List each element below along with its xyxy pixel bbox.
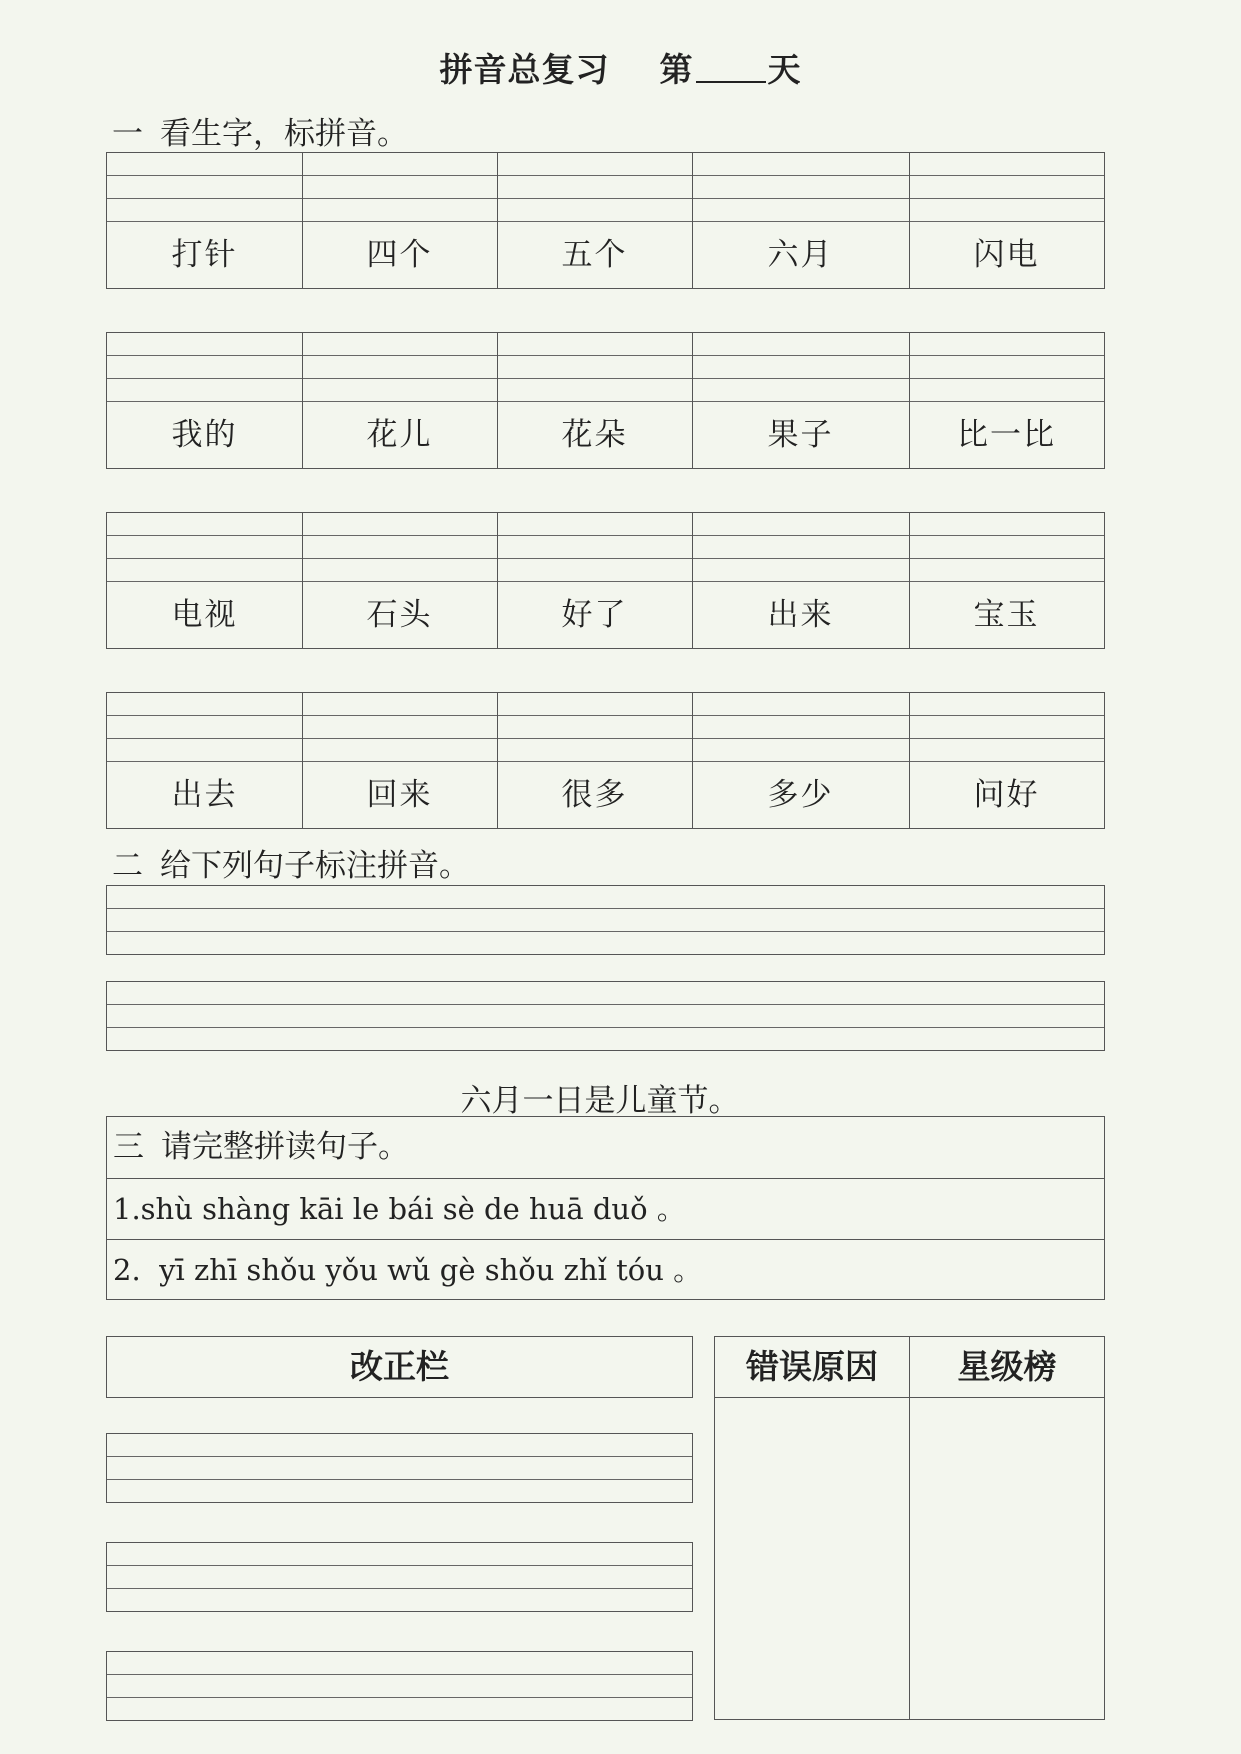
word-cell: 出来 <box>767 597 834 633</box>
pinyin-writing-lines-2[interactable] <box>106 981 1105 1051</box>
star-rating-cell[interactable] <box>911 1399 1104 1719</box>
word-cell: 我的 <box>171 417 238 453</box>
section3-number: 三 <box>113 1129 144 1165</box>
section3-line-2: 2. yī zhī shǒu yǒu wǔ gè shǒu zhǐ tóu 。 <box>107 1239 1104 1301</box>
section2-sentence: 六月一日是儿童节。 <box>460 1083 740 1119</box>
correction-header: 改正栏 <box>106 1336 693 1398</box>
word-cell: 闪电 <box>973 237 1040 273</box>
word-cell: 四个 <box>366 237 433 273</box>
pinyin-answer-cell[interactable] <box>304 693 495 759</box>
word-cell: 宝玉 <box>973 597 1040 633</box>
pinyin-answer-cell[interactable] <box>694 513 907 579</box>
word-cell: 多少 <box>767 777 834 813</box>
pinyin-answer-cell[interactable] <box>911 513 1102 579</box>
title-main: 拼音总复习 <box>439 50 610 89</box>
pinyin-grid-4 <box>106 692 1105 829</box>
pinyin-answer-cell[interactable] <box>304 513 495 579</box>
word-cell: 比一比 <box>957 417 1056 453</box>
pinyin-answer-cell[interactable] <box>499 153 690 219</box>
error-reason-cell[interactable] <box>715 1399 908 1719</box>
word-cell: 打针 <box>171 237 238 273</box>
correction-lines-2[interactable] <box>106 1542 693 1612</box>
word-cell: 六月 <box>767 237 834 273</box>
pinyin-grid-1 <box>106 152 1105 289</box>
section2-heading-text: 给下列句子标注拼音。 <box>160 848 470 884</box>
error-reason-header: 错误原因 <box>746 1347 878 1386</box>
pinyin-answer-cell[interactable] <box>694 153 907 219</box>
pinyin-answer-cell[interactable] <box>911 333 1102 399</box>
section1-heading <box>112 108 408 153</box>
section1-heading-text: 看生字，标拼音。 <box>160 116 408 152</box>
page-title <box>0 44 1241 91</box>
word-cell: 出去 <box>171 777 238 813</box>
section1-number: 一 <box>112 116 143 152</box>
word-cell: 花儿 <box>366 417 433 453</box>
star-rating-header: 星级榜 <box>957 1347 1057 1386</box>
pinyin-answer-cell[interactable] <box>109 513 300 579</box>
pinyin-grid-2 <box>106 332 1105 469</box>
word-cell: 好了 <box>561 597 628 633</box>
title-day-suffix: 天 <box>767 50 802 89</box>
section3-line-1: 1.shù shàng kāi le bái sè de huā duǒ 。 <box>107 1178 1104 1240</box>
section2-number: 二 <box>112 848 143 884</box>
pinyin-answer-cell[interactable] <box>109 153 300 219</box>
pinyin-answer-cell[interactable] <box>694 693 907 759</box>
section3-heading <box>107 1117 1104 1178</box>
pinyin-answer-cell[interactable] <box>499 513 690 579</box>
section2-heading <box>112 840 470 885</box>
correction-lines-1[interactable] <box>106 1433 693 1503</box>
section3-heading-text: 请完整拼读句子。 <box>161 1129 409 1165</box>
word-cell: 问好 <box>973 777 1040 813</box>
word-cell: 石头 <box>366 597 433 633</box>
pinyin-answer-cell[interactable] <box>694 333 907 399</box>
pinyin-answer-cell[interactable] <box>499 693 690 759</box>
pinyin-answer-cell[interactable] <box>304 153 495 219</box>
pinyin-answer-cell[interactable] <box>109 693 300 759</box>
pinyin-grid-3 <box>106 512 1105 649</box>
pinyin-answer-cell[interactable] <box>911 693 1102 759</box>
day-blank[interactable] <box>696 55 766 83</box>
pinyin-answer-cell[interactable] <box>499 333 690 399</box>
pinyin-answer-cell[interactable] <box>109 333 300 399</box>
pinyin-answer-cell[interactable] <box>911 153 1102 219</box>
pinyin-answer-cell[interactable] <box>304 333 495 399</box>
review-table <box>714 1336 1105 1720</box>
word-cell: 五个 <box>561 237 628 273</box>
word-cell: 果子 <box>767 417 834 453</box>
word-cell: 花朵 <box>561 417 628 453</box>
word-cell: 电视 <box>171 597 238 633</box>
section3-box <box>106 1116 1105 1300</box>
word-cell: 很多 <box>561 777 628 813</box>
correction-lines-3[interactable] <box>106 1651 693 1721</box>
word-cell: 回来 <box>366 777 433 813</box>
pinyin-writing-lines-1[interactable] <box>106 885 1105 955</box>
title-day-prefix: 第 <box>659 50 694 89</box>
